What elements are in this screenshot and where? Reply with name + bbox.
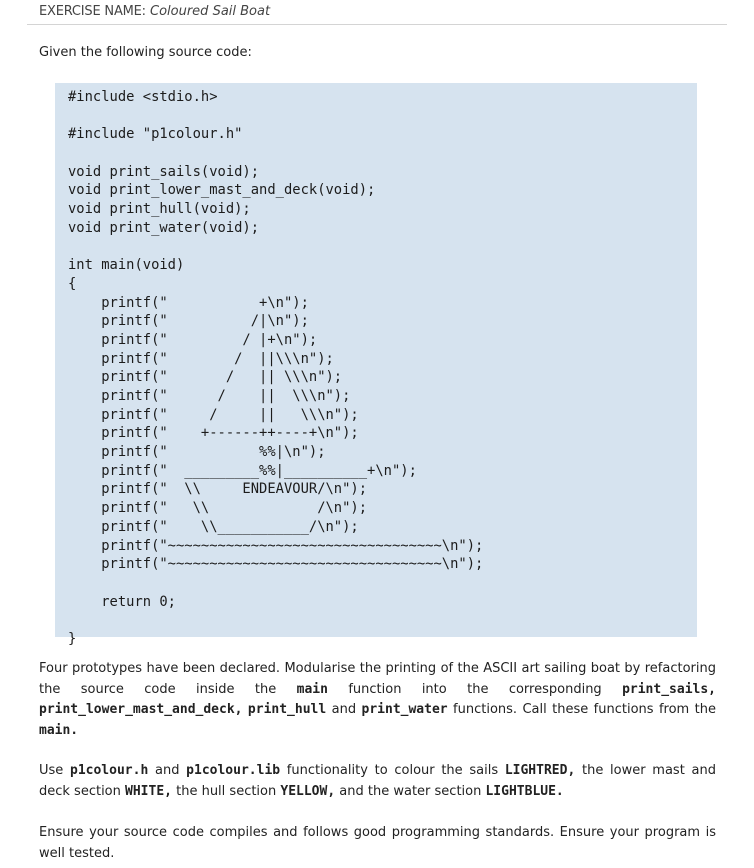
code-line (68, 144, 483, 163)
p1-keyword-print-water: print_water (361, 702, 448, 717)
code-line: void print_water(void); (68, 219, 260, 236)
code-line: printf(" /|\n"); (68, 313, 309, 330)
code-line: printf(" / || \\\n"); (68, 406, 359, 423)
p1-text-2: function into the corresponding (327, 681, 623, 697)
p1-text-5: and (326, 702, 362, 717)
code-line (68, 611, 483, 630)
p2-text-5: the hull section (171, 783, 281, 799)
p2-keyword-lightblue: LIGHTBLUE. (485, 783, 564, 799)
intro-text: Given the following source code: (39, 45, 252, 60)
colour-paragraph (39, 761, 716, 802)
p2-keyword-lightred: LIGHTRED, (504, 763, 576, 778)
code-line: } (68, 630, 77, 647)
code-line (68, 574, 483, 593)
code-line: printf(" _________%%|__________+\n"); (68, 462, 417, 479)
p1-keyword-print-sails: print_sails, (622, 681, 716, 697)
p2-keyword-header: p1colour.h (70, 763, 149, 778)
code-line: printf(" %%|\n"); (68, 444, 326, 461)
p1-keyword-main: main (296, 681, 328, 697)
p1-keyword-print-hull: print_hull (247, 702, 327, 717)
code-line: return 0; (68, 593, 176, 610)
p2-text-4: the lower mast and deck section (39, 763, 716, 799)
code-line: printf(" +\n"); (68, 294, 309, 311)
p2-keyword-white: WHITE, (125, 783, 172, 799)
code-line: printf(" \\___________/\n"); (68, 518, 359, 535)
p1-keyword-main-2: main. (39, 722, 79, 738)
p1-text-1: Four prototypes have been declared. Modularise the printing of the ASCII art sailing boat by refactoring the source code inside the (39, 661, 716, 697)
code-line: printf("~~~~~~~~~~~~~~~~~~~~~~~~~~~~~~~~~\n"); (68, 537, 484, 554)
code-line: printf(" / || \\\n"); (68, 388, 351, 404)
code-line: printf(" / ||\\\n"); (68, 350, 334, 367)
title-divider (27, 24, 727, 25)
p2-text-6: and the water section (335, 783, 486, 799)
code-line: printf(" +------++----+\n"); (68, 425, 359, 442)
p1-text-6: functions. Call these functions from the (447, 702, 716, 717)
p2-keyword-yellow: YELLOW, (280, 783, 336, 799)
code-line: printf(" / |+\n"); (68, 331, 318, 348)
code-line: printf(" / || \\\n"); (68, 369, 343, 386)
instructions-paragraph (39, 659, 716, 741)
exercise-title (39, 4, 270, 19)
code-line: int main(void) (68, 257, 185, 274)
code-line: void print_sails(void); (68, 163, 260, 180)
p1-keyword-print-lower-mast: print_lower_mast_and_deck, (39, 702, 243, 717)
code-line: { (68, 275, 77, 292)
code-line: void print_lower_mast_and_deck(void); (68, 182, 376, 199)
code-line: #include <stdio.h> (68, 89, 218, 105)
p2-text-1: Use (39, 763, 70, 778)
code-line (68, 107, 483, 126)
code-line (68, 238, 483, 257)
code-line: #include "p1colour.h" (68, 126, 243, 143)
source-code (68, 88, 483, 649)
code-line: printf(" \\ /\n"); (68, 500, 368, 517)
exercise-label: EXERCISE NAME: (39, 4, 146, 19)
exercise-name: Coloured Sail Boat (150, 4, 271, 19)
code-line: void print_hull(void); (68, 201, 251, 218)
p2-text-3: functionality to colour the sails (280, 763, 505, 778)
p2-keyword-lib: p1colour.lib (186, 763, 281, 778)
p2-text-2: and (148, 763, 187, 778)
code-line: printf("~~~~~~~~~~~~~~~~~~~~~~~~~~~~~~~~~\n"); (68, 556, 484, 573)
standards-paragraph: Ensure your source code compiles and follows good programming standards. Ensure your program is well tested. (39, 825, 716, 861)
code-line: printf(" \\ ENDEAVOUR/\n"); (68, 481, 368, 498)
